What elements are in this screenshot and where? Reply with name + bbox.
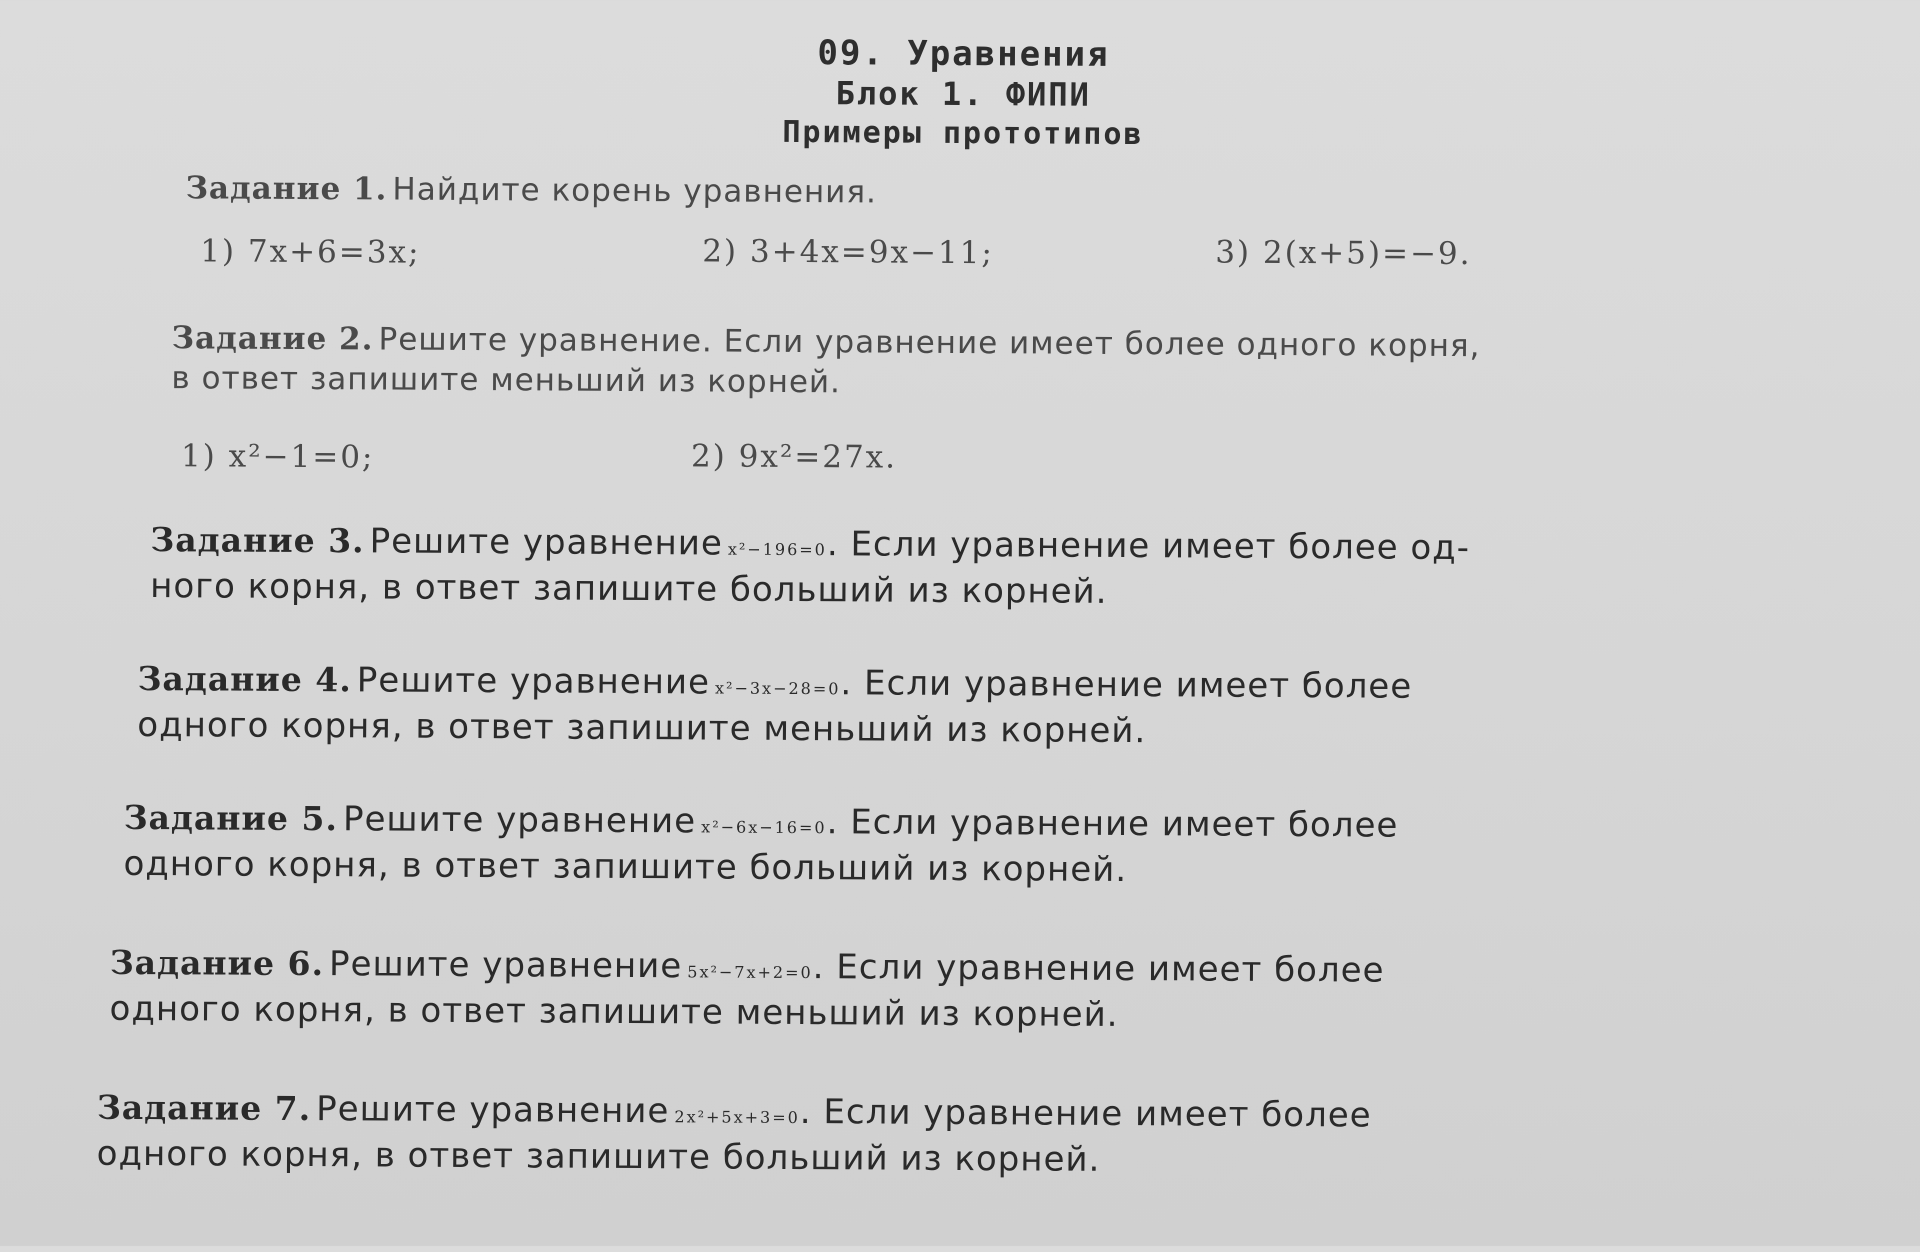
task-text: Решите уравнение bbox=[316, 1089, 670, 1132]
task-1-option-3: 3) 2(x+5)=−9. bbox=[1215, 234, 1472, 273]
task-text: Решите уравнение. Если уравнение имеет более одного корня, bbox=[378, 321, 1481, 365]
task-2-option-2: 2) 9x²=27x. bbox=[690, 438, 898, 476]
task-label: Задание 4. bbox=[137, 658, 352, 700]
task-1-option-2: 2) 3+4x=9x−11; bbox=[702, 233, 994, 272]
task-text-after: . Если уравнение имеет более bbox=[799, 1092, 1372, 1136]
task-label: Задание 3. bbox=[150, 520, 365, 561]
task-equation: x²−6x−16=0 bbox=[701, 817, 827, 838]
task-label: Задание 5. bbox=[123, 797, 339, 839]
task-label: Задание 1. bbox=[185, 170, 388, 208]
task-label: Задание 7. bbox=[96, 1087, 312, 1129]
task-1-option-1: 1) 7x+6=3x; bbox=[200, 233, 421, 271]
task-text-continued: одного корня, в ответ запишите больший из корней. bbox=[123, 843, 1128, 891]
task-text-after: . Если уравнение имеет более bbox=[812, 947, 1385, 991]
section-title: Примеры прототипов bbox=[782, 114, 1144, 153]
task-2-option-1: 1) x²−1=0; bbox=[180, 438, 375, 476]
task-4 bbox=[137, 659, 1412, 753]
task-text-after: . Если уравнение имеет более bbox=[840, 663, 1413, 707]
task-text-continued: в ответ запишите меньший из корней. bbox=[171, 360, 842, 401]
task-text: Решите уравнение bbox=[369, 521, 723, 564]
task-equation: x²−3x−28=0 bbox=[714, 678, 841, 699]
task-6 bbox=[110, 943, 1385, 1037]
task-equation: 2x²+5x+3=0 bbox=[674, 1107, 800, 1128]
task-text-continued: одного корня, в ответ запишите больший из корней. bbox=[96, 1133, 1101, 1180]
task-text: Найдите корень уравнения. bbox=[392, 171, 878, 211]
page-title: 09. Уравнения bbox=[817, 33, 1110, 75]
task-1 bbox=[186, 170, 877, 210]
task-label: Задание 6. bbox=[109, 942, 325, 984]
task-3 bbox=[150, 520, 1470, 614]
task-text-continued: одного корня, в ответ запишите меньший из корней. bbox=[109, 988, 1119, 1035]
task-label: Задание 2. bbox=[171, 320, 374, 358]
task-text: Решите уравнение bbox=[342, 799, 697, 842]
task-text-continued: ного корня, в ответ запишите больший из корней. bbox=[150, 566, 1108, 612]
task-2 bbox=[171, 320, 1480, 404]
task-7 bbox=[97, 1088, 1372, 1182]
task-text-after: . Если уравнение имеет более од- bbox=[826, 524, 1471, 569]
task-equation: x²−196=0 bbox=[727, 539, 827, 560]
task-text-after: . Если уравнение имеет более bbox=[826, 802, 1399, 846]
task-5 bbox=[123, 798, 1398, 892]
task-text-continued: одного корня, в ответ запишите меньший из корней. bbox=[137, 704, 1147, 752]
task-text: Решите уравнение bbox=[329, 944, 683, 987]
task-text: Решите уравнение bbox=[356, 660, 711, 703]
task-equation: 5x²−7x+2=0 bbox=[687, 962, 813, 983]
block-title: Блок 1. ФИПИ bbox=[835, 74, 1091, 114]
